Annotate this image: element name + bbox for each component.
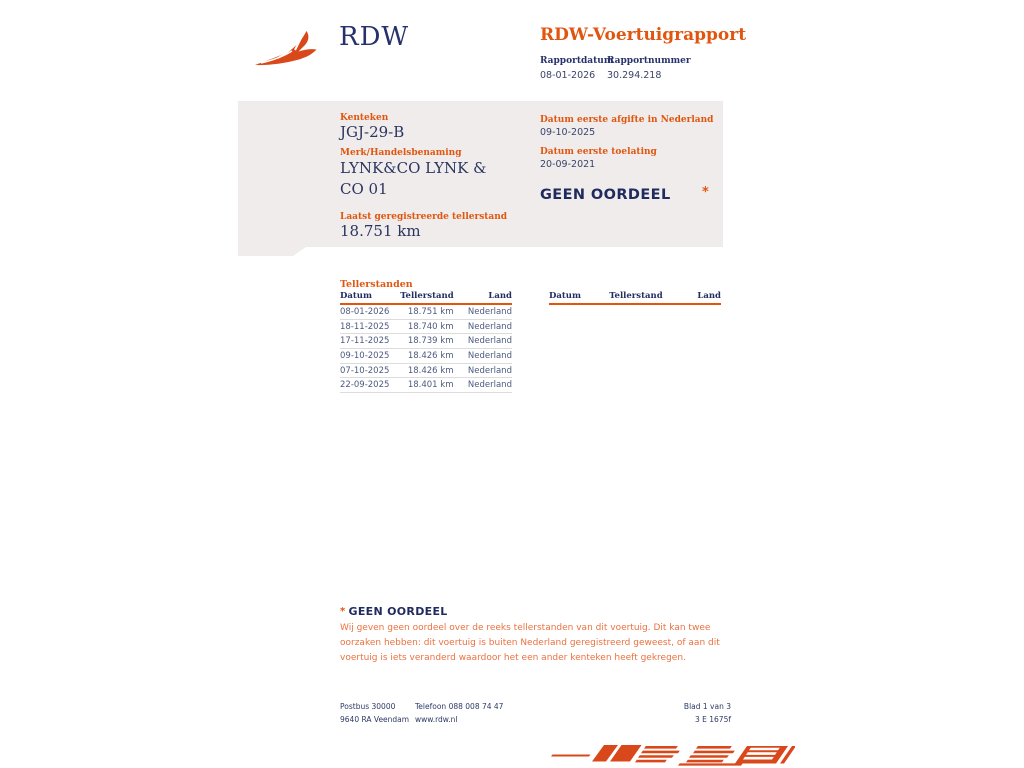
note-title-text: GEEN OORDEEL — [348, 605, 448, 618]
cell-tellerstand: 18.739 km — [407, 336, 454, 347]
table-row — [340, 320, 512, 335]
afgifte-value: 09-10-2025 — [540, 127, 596, 138]
table-row — [340, 349, 512, 364]
footer-form-code: 3 E 1675f — [694, 715, 731, 724]
merk-value-line2: CO 01 — [340, 180, 388, 198]
cell-datum: 18-11-2025 — [340, 321, 390, 332]
kenteken-label: Kenteken — [340, 113, 389, 123]
note-body: Wij geven geen oordeel over de reeks tellerstanden van dit voertuig. Dit kan twee oorzaken hebben: dit voertuig is buiten Nederland geregistreerd geweest, of aan dit voertuig is iets veranderd waardoor het een ander kenteken heeft gekregen. — [340, 623, 720, 663]
toelating-value: 20-09-2021 — [540, 159, 596, 170]
cell-land: Nederland — [467, 380, 512, 391]
footer-website: www.rdw.nl — [415, 715, 458, 724]
cell-datum: 07-10-2025 — [340, 365, 390, 376]
cell-datum: 08-01-2026 — [340, 306, 390, 317]
rapportdatum-label: Rapportdatum — [540, 56, 614, 66]
column-header-tellerstand: Tellerstand — [400, 291, 454, 301]
cell-tellerstand: 18.751 km — [407, 306, 454, 317]
rdw-stripes-graphic — [545, 744, 795, 768]
table-row — [340, 334, 512, 349]
report-title: RDW-Voertuigrapport — [540, 25, 747, 45]
note-asterisk: * — [340, 606, 346, 617]
cell-land: Nederland — [467, 321, 512, 332]
cell-land: Nederland — [467, 365, 512, 376]
column-header-datum: Datum — [549, 291, 581, 301]
cell-land: Nederland — [467, 336, 512, 347]
meter-table-primary — [340, 291, 512, 393]
meter-table-secondary — [549, 291, 721, 305]
table-header-row — [340, 291, 512, 305]
rapportnummer-label: Rapportnummer — [607, 56, 691, 66]
merk-value-line1: LYNK&CO LYNK & — [340, 159, 487, 177]
cell-tellerstand: 18.740 km — [407, 321, 454, 332]
footer-postbus: Postbus 30000 — [340, 702, 396, 711]
cell-land: Nederland — [467, 306, 512, 317]
rapportnummer-value: 30.294.218 — [607, 70, 662, 81]
column-header-land: Land — [488, 291, 512, 301]
column-header-datum: Datum — [340, 291, 372, 301]
rdw-logo-icon — [254, 28, 332, 68]
footer-phone: Telefoon 088 008 74 47 — [415, 702, 504, 711]
rdw-logo-text: RDW — [339, 22, 410, 52]
afgifte-label: Datum eerste afgifte in Nederland — [540, 115, 714, 125]
cell-tellerstand: 18.426 km — [407, 365, 454, 376]
table-row — [340, 364, 512, 379]
note-title — [340, 605, 448, 618]
cell-datum: 22-09-2025 — [340, 380, 390, 391]
cell-datum: 17-11-2025 — [340, 336, 390, 347]
table-row — [340, 305, 512, 320]
column-header-land: Land — [697, 291, 721, 301]
rapportdatum-value: 08-01-2026 — [540, 70, 596, 81]
cell-land: Nederland — [467, 350, 512, 361]
vehicle-summary-box — [238, 101, 723, 247]
oordeel-status: GEEN OORDEEL — [540, 187, 671, 203]
tellerstand-value: 18.751 km — [340, 222, 421, 240]
table-header-row — [549, 291, 721, 305]
oordeel-asterisk: * — [702, 185, 709, 200]
merk-label: Merk/Handelsbenaming — [340, 148, 462, 158]
kenteken-value: JGJ-29-B — [340, 123, 405, 141]
toelating-label: Datum eerste toelating — [540, 147, 657, 157]
footer-page-number: Blad 1 van 3 — [683, 702, 731, 711]
cell-tellerstand: 18.401 km — [407, 380, 454, 391]
footer-city: 9640 RA Veendam — [340, 715, 410, 724]
cell-datum: 09-10-2025 — [340, 350, 390, 361]
tellerstand-label: Laatst geregistreerde tellerstand — [340, 212, 508, 222]
table-body — [340, 305, 512, 393]
cell-tellerstand: 18.426 km — [407, 350, 454, 361]
merk-value — [340, 158, 486, 200]
column-header-tellerstand: Tellerstand — [609, 291, 663, 301]
table-row — [340, 378, 512, 393]
tellerstanden-title: Tellerstanden — [340, 279, 413, 290]
report-meta — [540, 56, 691, 81]
